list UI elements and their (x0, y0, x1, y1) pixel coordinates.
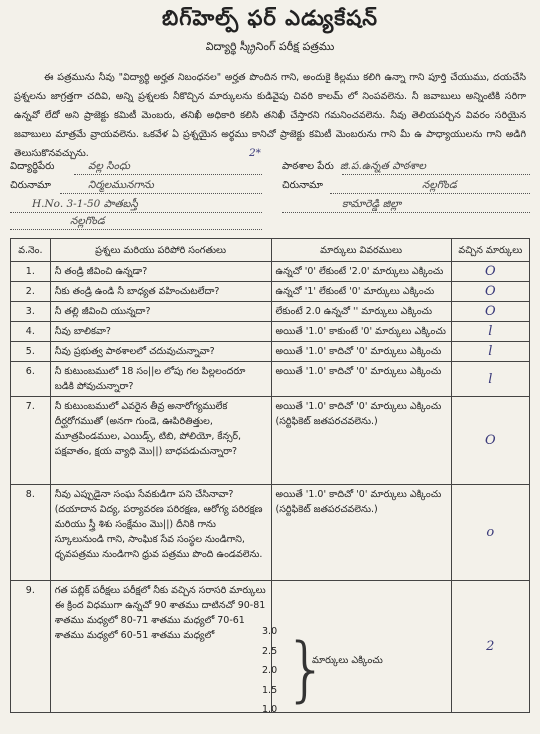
row-question: గత పబ్లిక్ పరీక్షలు పరీక్షలో నీకు వచ్చిన సరాసరి మార్కులు ఈ క్రింద విధముగా ఉన్నచో 90 శాతము దాటినచో 90-81 శాతము మధ్యలో 80-71 శాతము మధ్యలో 70-61 శాతము మధ్యలో 60-51 శాతము మధ్యలో (50, 581, 271, 713)
row-number: 7. (11, 397, 51, 485)
school-address-underline (330, 193, 530, 194)
row-question: నీవు ఎప్పుడైనా సంఘ సేవకుడిగా పని చేసినావా? (దయాదాన విద్య, పర్యావరణ పరిరక్షణ, ఆరోగ్య పరిరక్షణ మరియు స్త్రీ శిశు సంక్షేమం మొ||) దీనికి గాను స్కూలునుండి గాని, సాంఘిక సేవ సంస్థల నుండిగాని, ధృవపత్రము నుండిగాని ధ్రువ పత్రము పొంది ఉండవలెను. (50, 485, 271, 581)
col-header-question: ప్రశ్నలు మరియు పరిపోరి సంగతులు (50, 239, 271, 262)
score-value: 1.0 (262, 704, 278, 715)
school-name-label: పాఠశాల పేరు (282, 161, 334, 172)
row-rule: ఉన్నచో '0' లేకుంటే '2.0' మార్కులు ఎక్కించు (271, 262, 451, 282)
school-underline (342, 174, 530, 175)
row-number: 9. (11, 581, 51, 713)
row-mark-cell[interactable]: O (451, 262, 529, 282)
student-name-label: విద్యార్థిపేరు (10, 161, 55, 172)
row-question: నీ కుటుంబములో ఎవరైన తీవ్ర అనారోగ్యములేక దీర్ఘరోగముతో (అనగా గుండె, ఊపిరితిత్తుల, మూత్రపిండముల, ఎయిడ్స్, టిబి, పోలియో, కేన్సర్, పక్షవాతం, క్షయ వ్యాధి మొ||) బాధపడుచున్నారా? (50, 397, 271, 485)
address-line3-value: నల్లగొండ (70, 215, 105, 227)
school-address-label: చిరునామా (282, 180, 323, 191)
row-rule: లేకుంటే 2.0 ఉన్నచో '' మార్కులు ఎక్కించు (271, 302, 451, 322)
school-address-line2-underline (282, 212, 530, 213)
row-number: 6. (11, 362, 51, 397)
row-mark-cell[interactable]: l (451, 342, 529, 362)
row-number: 4. (11, 322, 51, 342)
score-value: 3.0 (262, 626, 278, 637)
table-row (11, 362, 530, 397)
row-rule: అయితే '1.0' కాదిచో '0' మార్కులు ఎక్కించు (సర్టిఫికెట్ జతపరచవలెను.) (271, 485, 451, 581)
row-number: 5. (11, 342, 51, 362)
name-underline (74, 174, 262, 175)
table-row (11, 397, 530, 485)
row-mark-cell[interactable]: O (451, 397, 529, 485)
col-header-serial: వ.నెం. (11, 239, 51, 262)
screening-form-page: బిగ్‌హెల్ప్ ఫర్ ఎడ్యుకేషన్ విద్యార్థి స్క్రీనింగ్ పరీక్ష పత్రము ఈ పత్రమును నీవు "విద్యార్థి అర్హత నిబంధనల" అర్హత పొందిన గాని, అందుకై కిల్లము కలిగి ఉన్నా గాని పూర్తి చేయుము, దయచేసి ప్రశ్నలను జాగ్రత్తగా చదివి, అన్ని ప్రశ్నలకు నీకొచ్చిన మార్కులను కుడివైపు చివరి కాలమ్ లో నింపవలెను. నీ జవాబులు అన్నింటికి సరిగా ఉన్నవో లేదో అని ప్రాజెక్టు కమిటీ మెంబరు, తనిఖీ అధికారి కలిసి తనిఖీ చేస్తారని గమనించవలెను. నీవు తెలియపర్చిన వివరం సరియైన జవాబులు మాత్రమే వ్రాయవలెను. ఒకవేళ ఏ ప్రశ్నయైన అర్థము కానిచో ప్రాజెక్టు కమిటీ మెంబరును గాని మీ ఉ పాధ్యాయులను గాని అడిగి తెలుసుకొనవచ్చును. విద్యార్థిపేరు వల్ల సింధు పాఠశాల పేరు జి.ప.ఉన్నత పాఠశాల 2* చిరునామా నిర్మలమునగాను చిరునామా నల్లగొండ H.No. 3-1-50 పాతబస్తీ కామారెడ్డి జిల్లా నల్లగొండ వ.నెం. ప్రశ్నలు మరియు పరిపోరి సంగతులు మార్కులు వివరములు వచ్చిన మార్కులు 1. నీ తండ్రి జీవించి ఉన్నడా? ఉన్నచో '0' లేకుంటే '2.0' మార్కులు ఎక్కించు O 2. నీకు తండ్రి ఉండి నీ బాధ్యత వహించుటలేదా? ఉన్నచో '1' లేకుంటే '0' మార్కులు ఎక్కించు O 3. నీ తల్లి జీవించి యున్నదా? లేకుంటే 2.0 ఉన్నచో '' మార్కులు ఎక్కించు O 4. నీవు బాలికవా? అయితే '1.0' కాకుంటే '0' మార్కులు ఎక్కించు l 5. నీవు ప్రభుత్వ పాఠశాలలో చదువుచున్నావా? అయితే '1.0' కాదిచో '0' మార్కులు ఎక్కించు l 6. నీ కుటుంబములో 18 సం||ల లోపు గల పిల్లలందరూ బడికి పోవుచున్నారా? అయితే '1.0' కాదిచో '0' మార్కులు ఎక్కించు l 7. నీ కుటుంబములో ఎవరైన తీవ్ర అనారోగ్యములేక దీర్ఘరోగముతో (అనగా గుండె, ఊపిరితిత్తుల, మూత్రపిండముల, ఎయిడ్స్, టిబి, పోలియో, కేన్సర్, పక్షవాతం, క్షయ వ్యాధి మొ||) బాధపడుచున్నారా? అయితే '1.0' కాదిచో '0' మార్కులు ఎక్కించు (సర్టిఫికెట్ జతపరచవలెను.) O 8. నీవు ఎప్పుడైనా సంఘ సేవకుడిగా పని చేసినావా? (దయాదాన విద్య, పర్యావరణ పరిరక్షణ, ఆరోగ్య పరిరక్షణ మరియు స్త్రీ శిశు సంక్షేమం మొ||) దీనికి గాను స్కూలునుండి గాని, సాంఘిక సేవ సంస్థల నుండిగాని, ధృవపత్రము నుండిగాని ధ్రువ పత్రము పొంది ఉండవలెను. అయితే '1.0' కాదిచో '0' మార్కులు ఎక్కించు (సర్టిఫికెట్ జతపరచవలెను.) o 9. గత పబ్లిక్ పరీక్షలు పరీక్షలో నీకు వచ్చిన సరాసరి మార్కులు ఈ క్రింద విధముగా ఉన్నచో 90 శాతము దాటినచో 90-81 శాతము మధ్యలో 80-71 శాతము మధ్యలో 70-61 శాతము మధ్యలో 60-51 శాతము మధ్యలో 2 3.0 2.5 2.0 1.5 1.0 } మార్కులు ఎక్కించు (0, 0, 540, 734)
address-value: నిర్మలమునగాను (88, 179, 154, 191)
row-question: నీవు బాలికవా? (50, 322, 271, 342)
row9-score-list (262, 622, 277, 720)
col-header-marks-details: మార్కులు వివరములు (271, 239, 451, 262)
table-row (11, 322, 530, 342)
table-row (11, 342, 530, 362)
row9-score-label: మార్కులు ఎక్కించు (312, 655, 383, 666)
row-rule: అయితే '1.0' కాదిచో '0' మార్కులు ఎక్కించు (271, 362, 451, 397)
row-number: 8. (11, 485, 51, 581)
row-rule: అయితే '1.0' కాకుంటే '0' మార్కులు ఎక్కించు (271, 322, 451, 342)
row-mark-cell[interactable]: l (451, 362, 529, 397)
row-rule: అయితే '1.0' కాదిచో '0' మార్కులు ఎక్కించు (సర్టిఫికెట్ జతపరచవలెను.) (271, 397, 451, 485)
address-line2-value: H.No. 3-1-50 పాతబస్తీ (32, 198, 138, 210)
address-line2-underline (10, 212, 262, 213)
row-number: 2. (11, 282, 51, 302)
row-mark-cell[interactable]: O (451, 282, 529, 302)
row-number: 1. (11, 262, 51, 282)
row-question: నీ కుటుంబములో 18 సం||ల లోపు గల పిల్లలందరూ బడికి పోవుచున్నారా? (50, 362, 271, 397)
row-rule: ఉన్నచో '1' లేకుంటే '0' మార్కులు ఎక్కించు (271, 282, 451, 302)
row-question: నీ తల్లి జీవించి యున్నదా? (50, 302, 271, 322)
form-title: బిగ్‌హెల్ప్ ఫర్ ఎడ్యుకేషన్ (162, 6, 378, 30)
score-value: 2.5 (262, 645, 278, 657)
instructions-paragraph: ఈ పత్రమును నీవు "విద్యార్థి అర్హత నిబంధనల" అర్హత పొందిన గాని, అందుకై కిల్లము కలిగి ఉన్నా గాని పూర్తి చేయుము, దయచేసి ప్రశ్నలను జాగ్రత్తగా చదివి, అన్ని ప్రశ్నలకు నీకొచ్చిన మార్కులను కుడివైపు చివరి కాలమ్ లో నింపవలెను. నీ జవాబులు అన్నింటికి సరిగా ఉన్నవో లేదో అని ప్రాజెక్టు కమిటీ మెంబరు, తనిఖీ అధికారి కలిసి తనిఖీ చేస్తారని గమనించవలెను. నీవు తెలియపర్చిన వివరం సరియైన జవాబులు మాత్రమే వ్రాయవలెను. ఒకవేళ ఏ ప్రశ్నయైన అర్థము కానిచో ప్రాజెక్టు కమిటీ మెంబరును గాని మీ ఉ పాధ్యాయులను గాని అడిగి తెలుసుకొనవచ్చును. (14, 72, 526, 159)
row-number: 3. (11, 302, 51, 322)
row-mark-cell[interactable]: 2 (451, 581, 529, 713)
address-label: చిరునామా (10, 180, 51, 191)
school-name-value: జి.ప.ఉన్నత పాఠశాల (340, 160, 426, 172)
school-address-value: నల్లగొండ (422, 179, 457, 191)
table-row (11, 302, 530, 322)
row-rule: అయితే '1.0' కాదిచో '0' మార్కులు ఎక్కించు (271, 342, 451, 362)
table-row (11, 485, 530, 581)
row-question: నీవు ప్రభుత్వ పాఠశాలలో చదువుచున్నావా? (50, 342, 271, 362)
table-header-row (11, 239, 530, 262)
score-value: 1.5 (262, 684, 278, 696)
row-mark-cell[interactable]: l (451, 322, 529, 342)
address-underline (60, 193, 262, 194)
school-address-line2-value: కామారెడ్డి జిల్లా (342, 198, 402, 210)
form-subtitle: విద్యార్థి స్క్రీనింగ్ పరీక్ష పత్రము (205, 40, 335, 53)
table-row (11, 262, 530, 282)
row-question: నీ తండ్రి జీవించి ఉన్నడా? (50, 262, 271, 282)
row-mark-cell[interactable]: O (451, 302, 529, 322)
address-line3-underline (10, 229, 262, 230)
score-value: 2.0 (262, 665, 278, 676)
curly-brace-icon: } (284, 628, 329, 710)
student-name-value: వల్ల సింధు (88, 160, 130, 172)
row-mark-cell[interactable]: o (451, 485, 529, 581)
col-header-marks-obtained: వచ్చిన మార్కులు (451, 239, 529, 262)
row-question: నీకు తండ్రి ఉండి నీ బాధ్యత వహించుటలేదా? (50, 282, 271, 302)
table-row (11, 282, 530, 302)
